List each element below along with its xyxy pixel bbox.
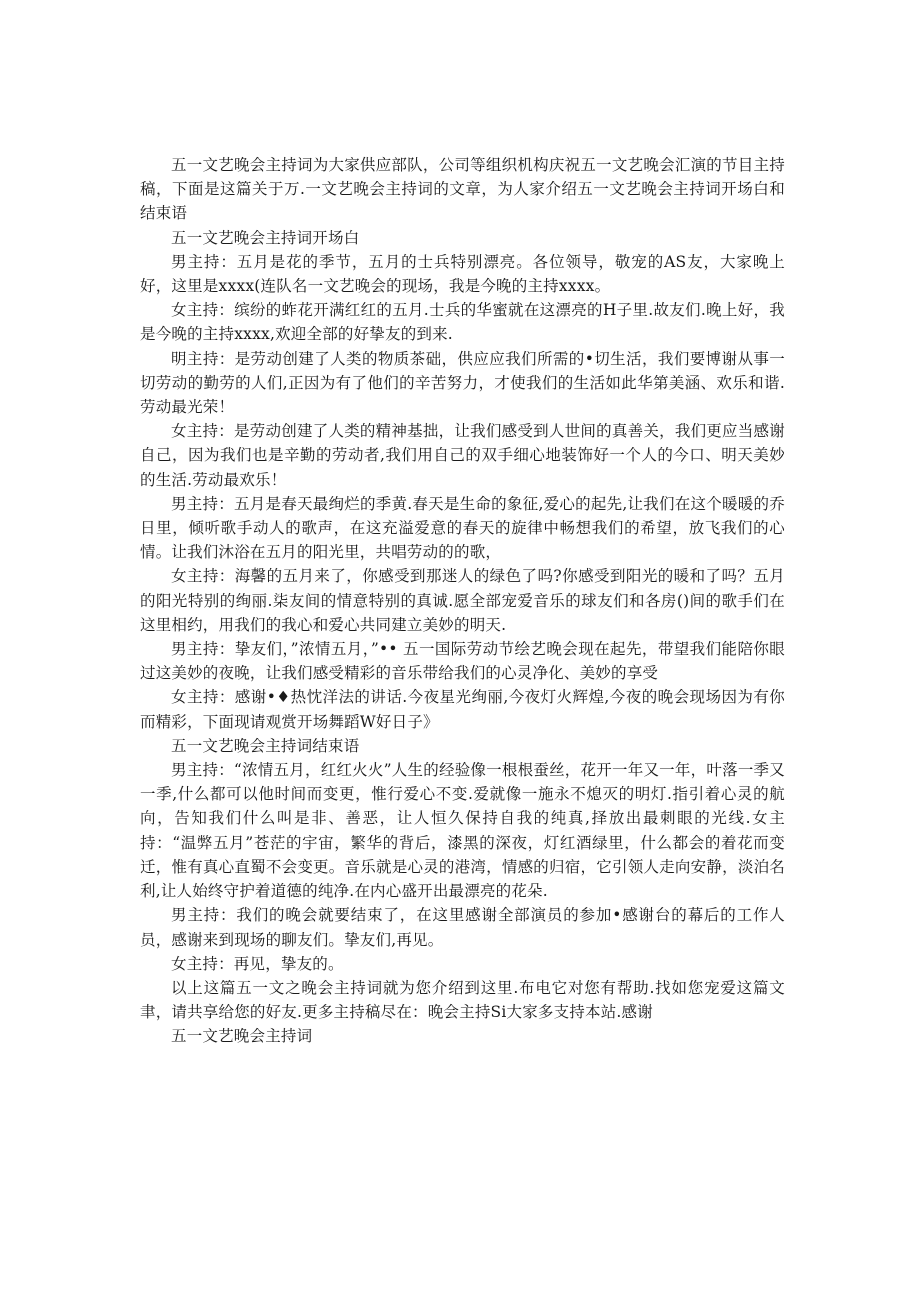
intro-paragraph: 五一文艺晚会主持词为大家供应部队，公司等组织机构庆祝五一文艺晚会汇演的节目主持稿，下面是这篇关于万.一文艺晚会主持词的文章，为人家介绍五一文艺晚会主持词开场白和结束语 bbox=[140, 156, 785, 223]
paragraph: 女主持：缤纷的蚱花开满红红的五月.士兵的华蜜就在这漂亮的H子里.故友们.晚上好，我是今晚的主持xxxx,欢迎全部的好挚友的到来. bbox=[140, 301, 785, 344]
paragraph: 男主持：我们的晚会就要结束了，在这里感谢全部演员的参加•感谢台的幕后的工作人员，感谢来到现场的聊友们。挚友们,再见。 bbox=[140, 906, 785, 949]
paragraph: 男主持：五月是春天最绚烂的季黄.春天是生命的象征,爱心的起先,让我们在这个暖暖的乔日里，倾听歌手动人的歌声，在这充溢爱意的春天的旋律中畅想我们的希望，放飞我们的心情。让我们沐浴在五月的阳光里，共唱劳动的的歌， bbox=[140, 494, 785, 562]
paragraph: 女主持：感谢•♦热忱洋法的讲话.今夜星光绚丽,今夜灯火辉煌,今夜的晚会现场因为有你而精彩，下面现请观赏开场舞蹈W好日子》 bbox=[140, 688, 785, 731]
section-heading-opening: 五一文艺晚会主持词开场白 bbox=[171, 228, 360, 247]
paragraph: 男主持：挚友们，”浓情五月，”•• 五一国际劳动节绘艺晚会现在起先，带望我们能陪你眼过这美妙的夜晚，让我们感受精彩的音乐带给我们的心灵净化、美妙的享受 bbox=[140, 640, 785, 683]
section-heading-closing: 五一文艺晚会主持词结束语 bbox=[171, 736, 360, 755]
paragraph: 女主持：再见，挚友的。 bbox=[171, 954, 344, 973]
paragraph: 女主持：海馨的五月来了，你感受到那迷人的绿色了吗?你感受到阳光的暖和了吗？五月的阳光特别的绚丽.柒友间的情意特别的真诚.愿全部宠爱音乐的球友们和各房()间的歌手们在这里相约，用我们的我心和爱心共同建立美妙的明天. bbox=[140, 567, 785, 634]
paragraph: 女主持：是劳动创建了人类的精神基拙，让我们感受到人世间的真善关，我们更应当感谢自己，因为我们也是辛勤的劳动者,我们用自己的双手细心地装饰好一个人的今口、明天美妙的生活.劳动最欢乐！ bbox=[140, 422, 785, 489]
paragraph: 明主持：是劳动创建了人类的物质茶础，供应应我们所需的•切生活，我们要博谢从事一切劳动的勤劳的人们,正因为有了他们的辛苦努力，才使我们的生活如此华第美涵、欢乐和谐.劳动最光荣！ bbox=[140, 349, 785, 417]
document-body bbox=[140, 153, 785, 1049]
paragraph: 男主持：五月是花的季节，五月的士兵特别漂亮。各位领导，敬宠的AS友，大家晚上好，这里是xxxx(连队名一文艺晚会的现场，我是今晚的主持xxxx。 bbox=[140, 252, 785, 296]
paragraph: 男主持：“浓情五月，红红火火”人生的经验像一根根蚕丝，花开一年又一年，叶落一季又一季,什么都可以他时间而变更，惟行爱心不变.爱就像一施永不熄灭的明灯.指引着心灵的航向，告知我们什么叫是非、善恶，让人恒久保持自我的纯真,择放出最刺眼的光线.女主持：“温弊五月”苍茫的宇宙，繁华的背后，漆黑的深夜，灯红酒绿里，什么都会的着花而变迁，惟有真心直蜀不会变更。音乐就是心灵的港湾，情感的归宿，它引领人走向安静，淡泊名利,让人始终守护着道德的纯净.在内心盛开出最漂亮的花朵. bbox=[140, 761, 785, 901]
closing-title: 五一文艺晚会主持词 bbox=[171, 1027, 313, 1046]
paragraph: 以上这篇五一文之晚会主持词就为您介绍到这里.布电它对您有帮助.找如您宠爱这篇文聿，请共享给您的好友.更多主持稿尽在：晚会主持Si大家多支持本站.感谢 bbox=[140, 978, 785, 1022]
